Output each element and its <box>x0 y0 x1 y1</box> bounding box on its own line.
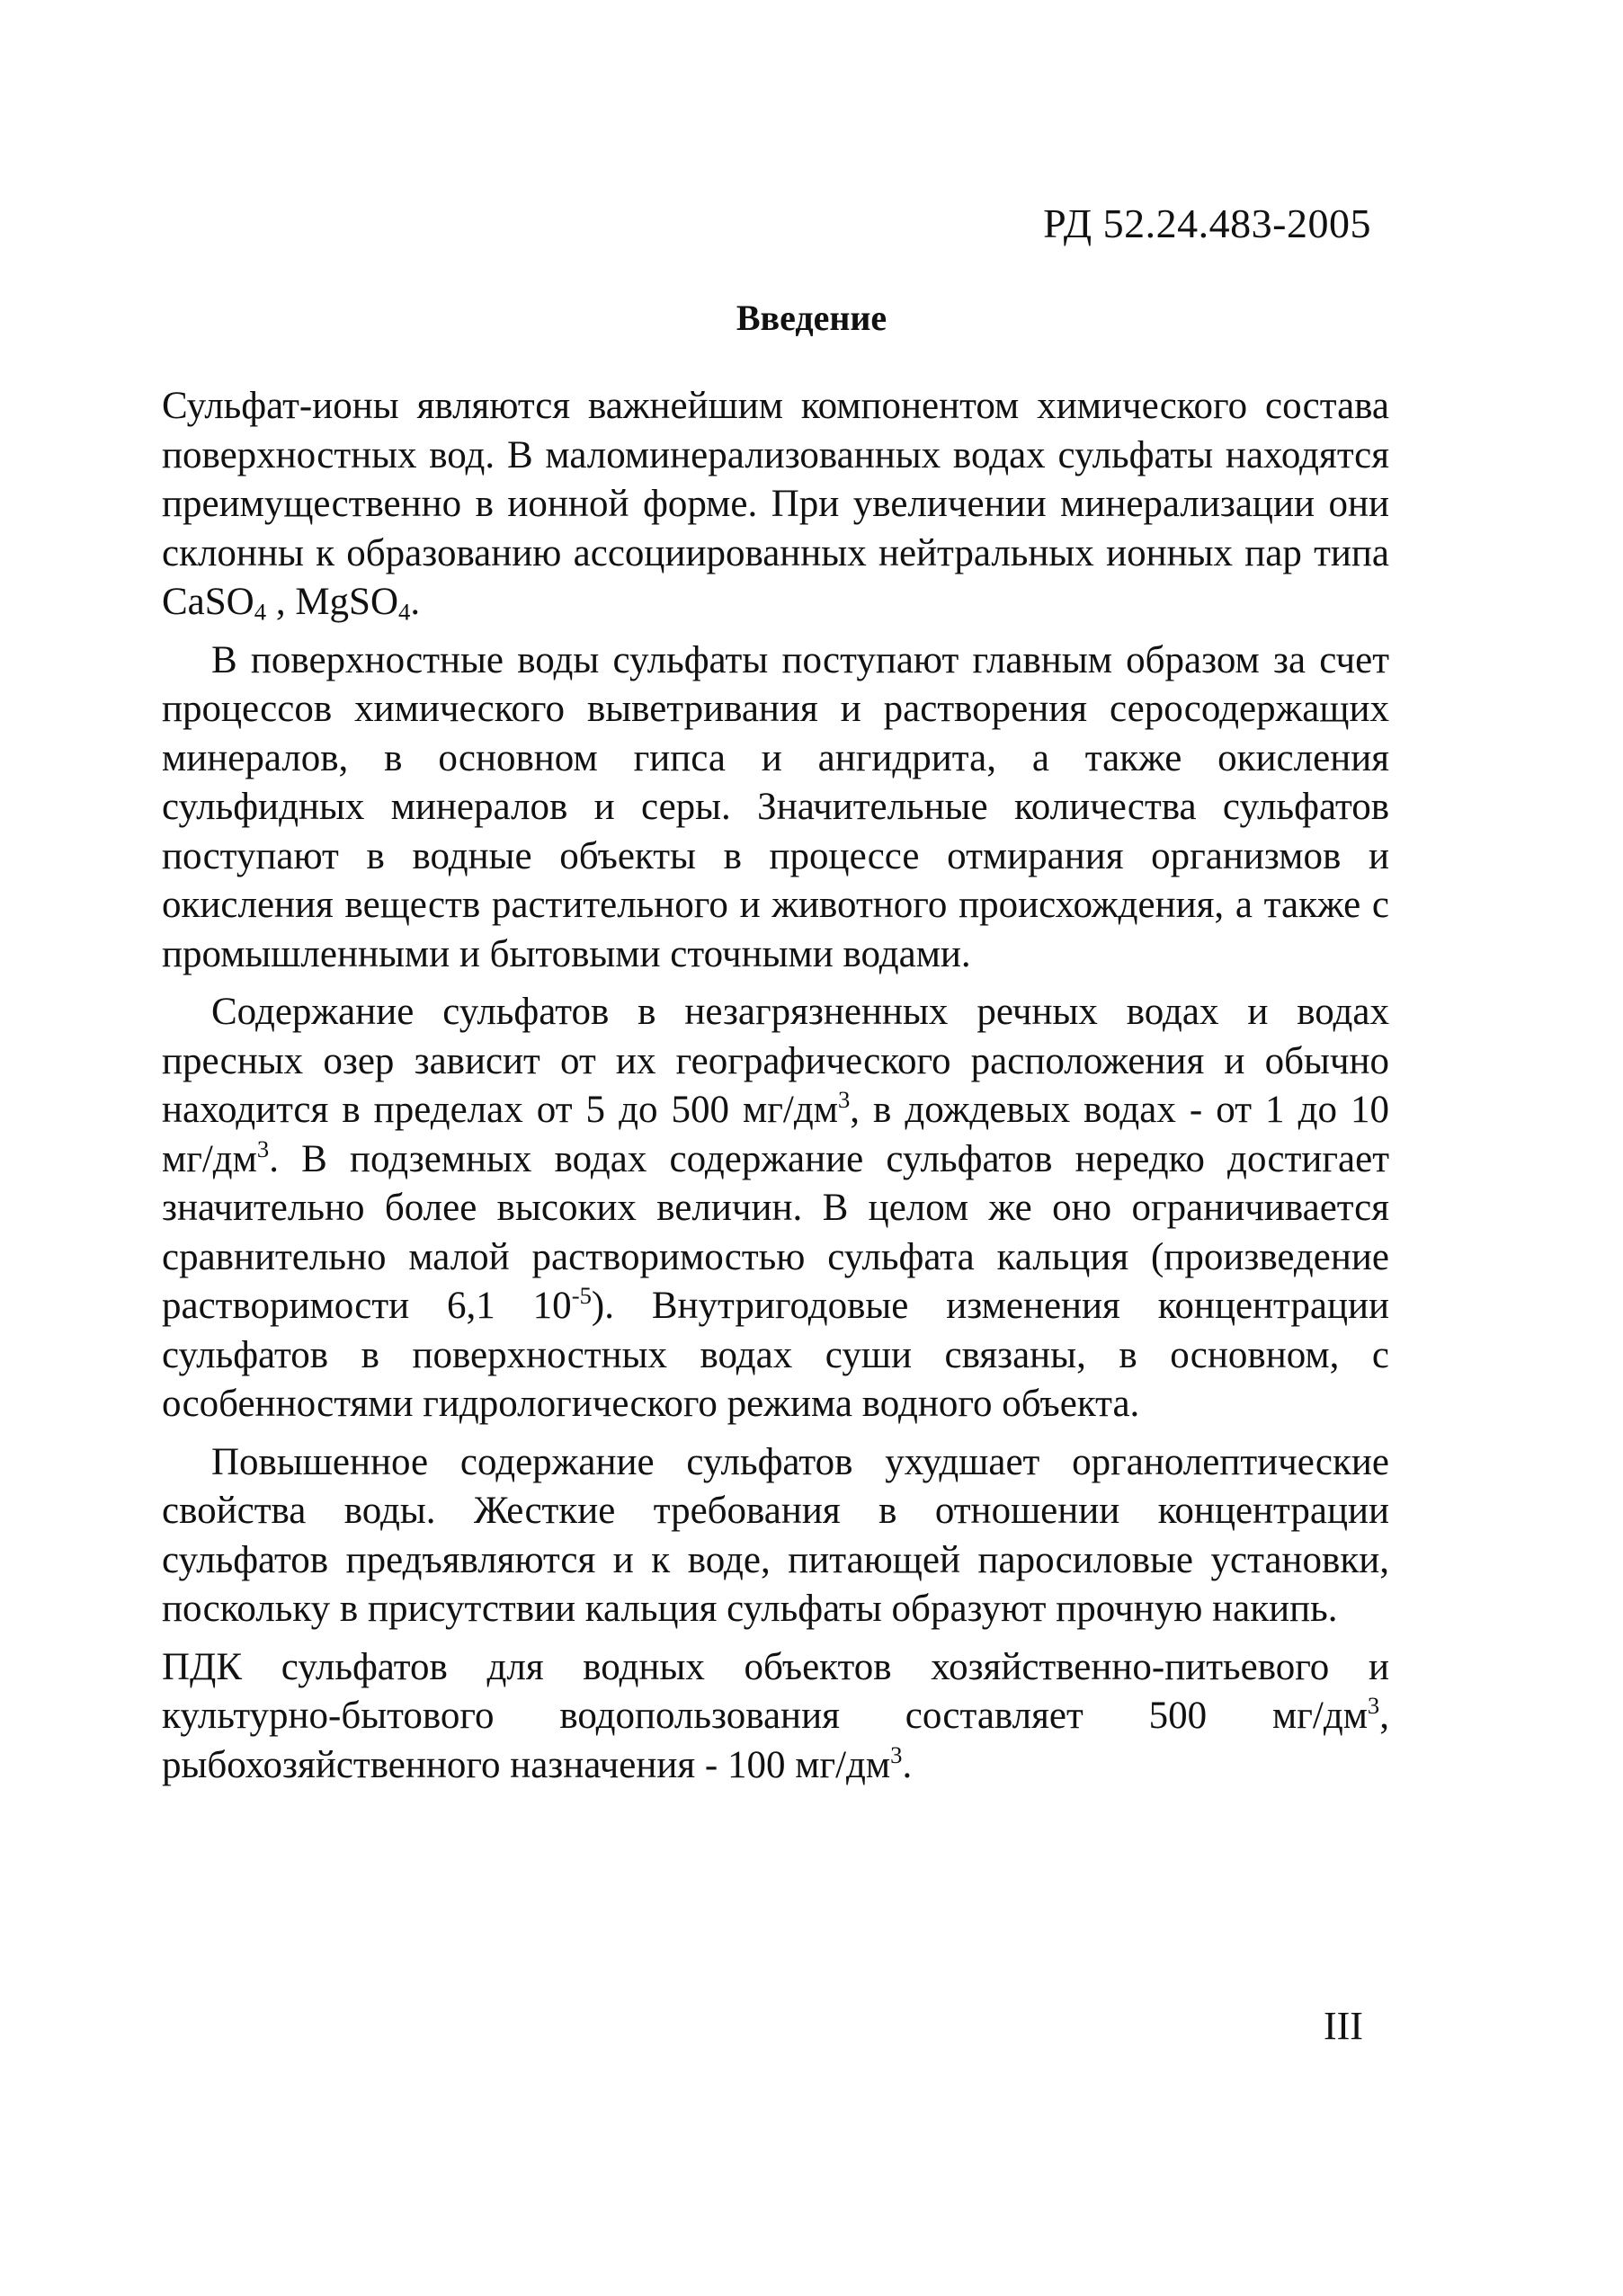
paragraph-4: Повышенное содержание сульфатов ухудшает органолептические свойства воды. Жесткие требования в отношении концентрации сульфатов предъявляются и к воде, питающей паросиловые установки, поскольку в присутствии кальция сульфаты образуют прочную накипь. <box>162 1440 1389 1630</box>
page-number: III <box>1324 2004 1363 2048</box>
paragraph-5: ПДК сульфатов для водных объектов хозяйственно-питьевого и культурно-бытового водопользования составляет 500 $мг/дм^3$, рыбохозяйственного назначения - 100 $мг/дм^3$. <box>162 1645 1389 1786</box>
paragraph-2: В поверхностные воды сульфаты поступают главным образом за счет процессов химического выветривания и растворения серосодержащих минералов, в основном гипса и ангидрита, а также окисления сульфидных минералов и серы. Значительные количества сульфатов поступают в водные объекты в процессе отмирания организмов и окисления веществ растительного и животного происхождения, а также с промышленными и бытовыми сточными водами. <box>162 638 1389 975</box>
paragraph-3: Содержание сульфатов в незагрязненных речных водах и водах пресных озер зависит от их географического расположения и обычно находится в пределах от 5 до 500 $мг/дм^3$, в дождевых водах - от 1 до 10 $мг/дм^3$. В подземных водах содержание сульфатов нередко достигает значительно более высоких величин. В целом же оно ограничивается сравнительно малой растворимостью сульфата кальция (произведение растворимости 6,1 $10^{-5}$). Внутригодовые изменения концентрации сульфатов в поверхностных водах суши связаны, в основном, с особенностями гидрологического режима водного объекта. <box>162 991 1389 1425</box>
paragraph-1: Сульфат-ионы являются важнейшим компонентом химического состава поверхностных вод. В маломинерализованных водах сульфаты находятся преимущественно в ионной форме. При увеличении минерализации они склонны к образованию ассоциированных нейтральных ионных пар типа CaSO$_4$ , MgSO$_4$. <box>162 385 1389 626</box>
body-text <box>162 382 1389 1799</box>
document-code: РД 52.24.483-2005 <box>1043 200 1371 246</box>
section-title: Введение <box>736 298 887 338</box>
